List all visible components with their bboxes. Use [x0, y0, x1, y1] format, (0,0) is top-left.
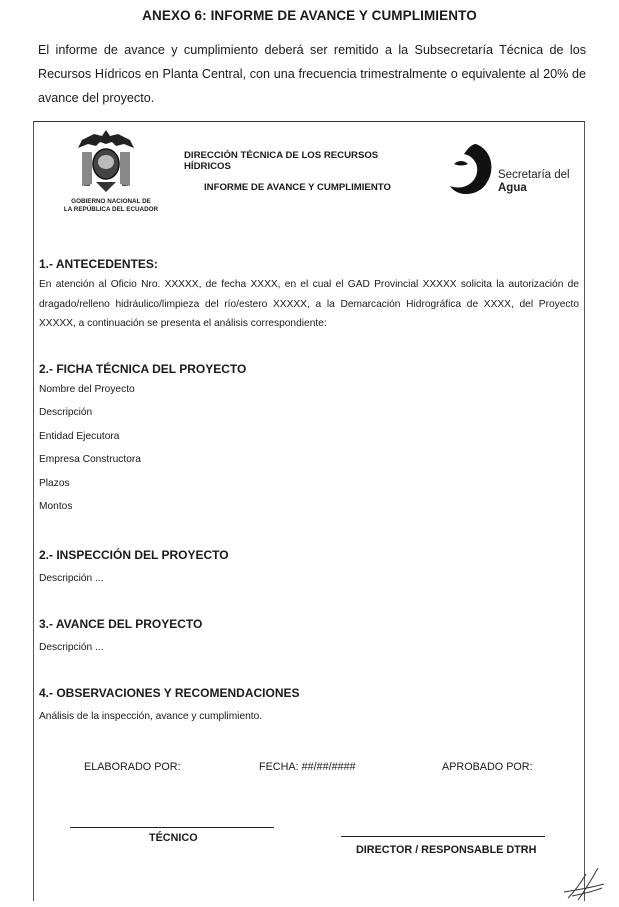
- list-item: Empresa Constructora: [39, 454, 141, 466]
- direction-title: DIRECCIÓN TÉCNICA DE LOS RECURSOS HÍDRICOS: [184, 150, 379, 172]
- list-item: Entidad Ejecutora: [39, 430, 120, 442]
- list-item: Nombre del Proyecto: [39, 384, 135, 395]
- aprobado-label: APROBADO POR:: [442, 761, 533, 773]
- observaciones-heading: 4.- OBSERVACIONES Y RECOMENDACIONES: [39, 686, 300, 700]
- observaciones-text: Análisis de la inspección, avance y cumplimiento.: [39, 711, 263, 722]
- director-label: DIRECTOR / RESPONSABLE DTRH: [356, 844, 537, 856]
- coat-of-arms-icon: [74, 126, 138, 196]
- logo-text-bold: Agua: [498, 182, 527, 194]
- list-item: Plazos: [39, 477, 70, 489]
- inspeccion-heading: 2.- INSPECCIÓN DEL PROYECTO: [39, 548, 229, 562]
- logo-text: Secretaría del: [498, 169, 570, 181]
- report-form: [33, 121, 585, 901]
- list-item: Montos: [39, 500, 73, 512]
- avance-heading: 3.- AVANCE DEL PROYECTO: [39, 617, 203, 631]
- antecedentes-heading: 1.- ANTECEDENTES:: [39, 257, 158, 271]
- government-name: GOBIERNO NACIONAL DE LA REPÚBLICA DEL ECUADOR: [63, 198, 159, 213]
- director-signature-line: [341, 836, 545, 837]
- tecnico-signature-line: [70, 827, 274, 828]
- ficha-list: [39, 382, 141, 522]
- water-drop-logo-icon: [446, 140, 496, 198]
- intro-paragraph: El informe de avance y cumplimiento deberá ser remitido a la Subsecretaría Técnica de los Recursos Hídricos en Planta Central, con una frecuencia trimestralmente o equivalente al 20% de avance del proyecto.: [38, 43, 586, 105]
- inspeccion-text: Descripción ...: [39, 573, 104, 584]
- list-item: Descripción: [39, 407, 93, 419]
- avance-text: Descripción ...: [39, 642, 104, 653]
- report-title: INFORME DE AVANCE Y CUMPLIMIENTO: [204, 182, 391, 193]
- signature-mark-icon: [560, 862, 610, 904]
- fecha-label: FECHA: ##/##/####: [259, 761, 356, 773]
- ficha-heading: 2.- FICHA TÉCNICA DEL PROYECTO: [39, 362, 247, 376]
- tecnico-label: TÉCNICO: [149, 832, 198, 844]
- report-header: [34, 122, 584, 222]
- antecedentes-text: En atención al Oficio Nro. XXXXX, de fecha XXXX, en el cual el GAD Provincial XXXXX solicita la autorización de dragado/relleno hidráulico/limpieza del río/estero XXXXX, a la Demarcación Hidrográfica de XXXX, del Proyecto XXXXX, a continuación se presenta el análisis correspondiente:: [39, 279, 579, 329]
- document-title: ANEXO 6: INFORME DE AVANCE Y CUMPLIMIENTO: [142, 8, 477, 23]
- elaborado-label: ELABORADO POR:: [84, 761, 181, 773]
